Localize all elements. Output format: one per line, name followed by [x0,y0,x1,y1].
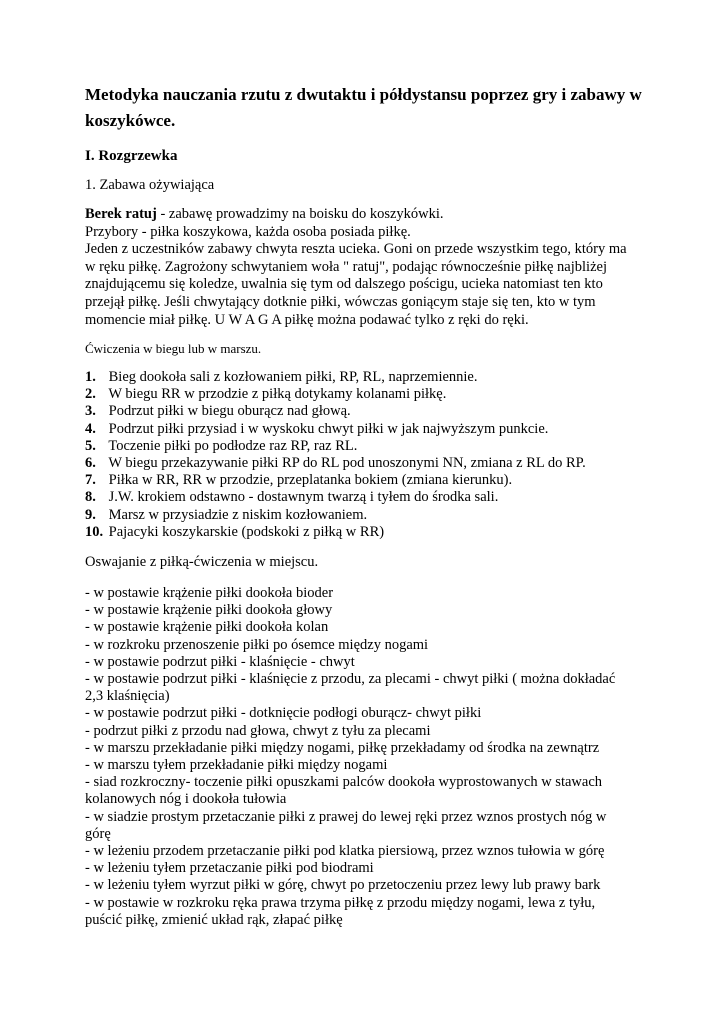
exercise-number: 1. [85,369,96,385]
drill-item [85,809,645,843]
exercise-item [85,403,645,420]
drill-item [85,877,645,894]
exercise-item [85,386,645,403]
drill-text-continuation: puścić piłkę, zmienić układ rąk, złapać piłkę [85,911,343,928]
game-line-5: znajdującemu się koledze, uwalnia się tym od dalszego pościgu, ucieka natomiast ten kto [85,276,603,293]
drill-item [85,774,645,808]
drill-item [85,860,645,877]
ball-handling-heading: Oswajanie z piłką-ćwiczenia w miejscu. [85,554,319,570]
exercise-text: Toczenie piłki po podłodze raz RP, raz RL. [105,437,358,454]
drill-text: - w postawie podrzut piłki - dotknięcie podłogi oburącz- chwyt piłki [85,705,482,722]
drill-text: - w leżeniu przodem przetaczanie piłki pod klatka piersiową, przez wznos tułowia w górę [85,843,605,860]
drill-text: - w rozkroku przenoszenie piłki po ósemce między nogami [85,636,429,653]
drill-item [85,602,645,619]
exercise-number: 8. [85,489,96,506]
game-line-3: Jeden z uczestników zabawy chwyta reszta ucieka. Goni on przede wszystkim tego, który ma [85,241,627,258]
exercises-heading: Ćwiczenia w biegu lub w marszu. [85,341,262,356]
drill-text: - w postawie krążenie piłki dookoła kolan [85,619,329,636]
document-title: Metodyka nauczania rzutu z dwutaktu i półdystansu poprzez gry i zabawy w koszykówce. [85,85,642,130]
exercise-item [85,421,645,438]
drill-item [85,757,645,774]
exercise-number: 3. [85,403,96,420]
exercise-text: W biegu RR w przodzie z piłką dotykamy kolanami piłkę. [105,386,447,403]
exercise-number: 7. [85,472,96,489]
exercise-text: Bieg dookoła sali z kozłowaniem piłki, RP, RL, naprzemiennie. [105,369,478,385]
drill-item [85,705,645,722]
subsection-heading-game: 1. Zabawa ożywiająca [85,177,215,193]
drill-item [85,654,645,671]
exercise-number: 4. [85,420,96,437]
drill-item [85,585,645,602]
game-line-1-rest: - zabawę prowadzimy na boisku do koszykówki. [156,206,444,222]
drill-text: - w leżeniu tyłem przetaczanie piłki pod biodrami [85,860,374,877]
exercises-list [85,369,645,541]
exercise-item [85,507,645,524]
drill-text: - w postawie podrzut piłki - klaśnięcie - chwyt [85,653,355,670]
drill-item [85,740,645,757]
exercise-item [85,455,645,472]
exercise-item [85,489,645,506]
game-line-6: przejął piłkę. Jeśli chwytający dotknie piłki, wówczas goniącym staje się ten, kto w tym [85,293,596,310]
drill-text: - w postawie krążenie piłki dookoła głowy [85,602,333,619]
exercise-text: W biegu przekazywanie piłki RP do RL pod unoszonymi NN, zmiana z RL do RP. [105,455,586,472]
exercise-text: J.W. krokiem odstawno - dostawnym twarzą i tyłem do środka sali. [105,489,499,506]
drill-text: - podrzut piłki z przodu nad głowa, chwyt z tyłu za plecami [85,722,431,739]
drill-text-continuation: górę [85,825,111,842]
game-line-2: Przybory - piłka koszykowa, każda osoba posiada piłkę. [85,223,411,240]
exercise-number: 6. [85,455,96,472]
exercise-text: Piłka w RR, RR w przodzie, przeplatanka bokiem (zmiana kierunku). [105,472,513,489]
exercise-item [85,524,645,541]
drill-item [85,723,645,740]
drill-text: - w postawie podrzut piłki - klaśnięcie z przodu, za plecami - chwyt piłki ( można dokładać [85,671,616,688]
drill-text: - w postawie krążenie piłki dookoła bioder [85,585,334,601]
drill-text-continuation: kolanowych nóg i dookoła tułowia [85,791,287,808]
exercise-item [85,369,645,386]
game-name: Berek ratuj [85,206,157,222]
drill-item [85,671,645,705]
exercise-item [85,472,645,489]
game-description [85,206,645,329]
exercise-number: 10. [85,523,104,540]
drill-text: - w siadzie prostym przetaczanie piłki z prawej do lewej ręki przez wznos prostych nóg w [85,808,607,825]
section-heading-warmup: I. Rozgrzewka [85,148,178,164]
drill-item [85,843,645,860]
drill-text: - w postawie w rozkroku ręka prawa trzyma piłkę z przodu między nogami, lewa z tyłu, [85,894,596,911]
game-line-1 [85,206,645,224]
drill-item [85,895,645,929]
exercise-text: Marsz w przysiadzie z niskim kozłowaniem. [105,506,368,523]
drills-list [85,585,645,929]
game-line-7: momencie miał piłkę. U W A G A piłkę można podawać tylko z ręki do ręki. [85,311,529,328]
exercise-text: Podrzut piłki w biegu oburącz nad głową. [105,403,351,420]
exercise-number: 2. [85,386,96,403]
exercise-number: 9. [85,506,96,523]
exercise-number: 5. [85,437,96,454]
drill-item [85,619,645,636]
drill-text: - w leżeniu tyłem wyrzut piłki w górę, chwyt po przetoczeniu przez lewy lub prawy bark [85,877,601,894]
drill-text: - w marszu przekładanie piłki między nogami, piłkę przekładamy od środka na zewnątrz [85,739,600,756]
drill-item [85,637,645,654]
exercise-item [85,438,645,455]
drill-text: - siad rozkroczny- toczenie piłki opuszkami palców dookoła wyprostowanych w stawach [85,774,603,791]
drill-text-continuation: 2,3 klaśnięcia) [85,688,170,705]
game-line-4: w ręku piłkę. Zagrożony schwytaniem woła " ratuj", podając równocześnie piłkę najbliżej [85,258,607,275]
exercise-text: Podrzut piłki przysiad i w wyskoku chwyt piłki w jak najwyższym punkcie. [105,420,549,437]
exercise-text: Pajacyki koszykarskie (podskoki z piłką w RR) [105,523,385,540]
drill-text: - w marszu tyłem przekładanie piłki między nogami [85,757,388,774]
